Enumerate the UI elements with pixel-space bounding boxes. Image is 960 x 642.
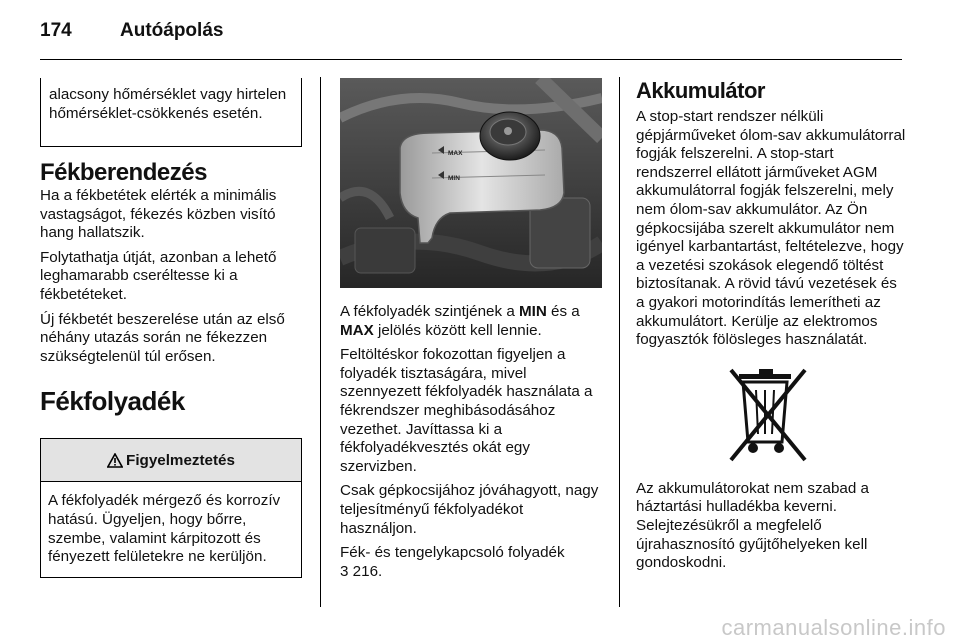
max-mark-label: MAX	[448, 150, 463, 157]
brakes-paragraph-3: Új fékbetét beszerelése után az első néhány utazás során ne fékezzen szükségtelenül túl erősen.	[40, 310, 285, 365]
level-paragraph: A fékfolyadék szintjének a MIN és a MAX jelölés között kell lennie.	[340, 303, 580, 339]
continued-text: alacsony hőmérséklet vagy hirtelen hőmérséklet-csökkenés esetén.	[49, 86, 287, 122]
column-divider-2	[619, 77, 620, 607]
battery-paragraph-2: Az akkumulátorokat nem szabad a háztartási hulladékba keverni. Selejtezésükről a megfelelő újrahasznosító gyűjtőhelyeken kell gondoskodni.	[636, 479, 869, 572]
warning-body: A fékfolyadék mérgező és korrozív hatású. Ügyeljen, hogy bőrre, szembe, valamint kárpitozott és fényezett felületekre ne kerüljön.	[48, 492, 281, 566]
watermark: carmanualsonline.info	[721, 615, 946, 640]
warning-triangle-icon	[107, 453, 123, 468]
column-1	[40, 78, 302, 578]
brake-fluid-reservoir-photo	[340, 78, 602, 288]
header-rule	[40, 59, 902, 60]
brakes-paragraph-1: Ha a fékbetétek elérték a minimális vastagságot, fékezés közben visító hang hallatszik.	[40, 187, 277, 242]
warning-header	[41, 439, 301, 482]
crossed-out-wheelie-bin-icon	[725, 364, 817, 468]
fluid-type-paragraph: Csak gépkocsijához jóváhagyott, nagy teljesítményű fékfolyadékot használjon.	[340, 482, 599, 537]
column-3	[636, 78, 906, 573]
warning-box	[40, 438, 302, 577]
min-mark-label: MIN	[448, 175, 460, 182]
column-2	[340, 78, 602, 581]
column-divider-1	[320, 77, 321, 607]
refill-paragraph: Feltöltéskor fokozottan figyeljen a folyadék tisztaságára, mivel szennyezett fékfolyadék használata a fékrendszer meghibásodásához vezethet. Javíttassa ki a fékfolyadékvesztés okát egy szervizben.	[340, 346, 593, 475]
fluid-reference-paragraph: Fék- és tengelykapcsoló folyadék 3 216.	[340, 544, 565, 580]
fluid-heading: Fékfolyadék	[40, 386, 185, 417]
brakes-paragraph-2: Folytathatja útját, azonban a lehető leghamarabb cseréltesse ki a fékbetéteket.	[40, 248, 277, 303]
page-number: 174	[40, 20, 72, 41]
reservoir-illustration	[340, 78, 602, 288]
warning-title: Figyelmeztetés	[126, 451, 235, 469]
page-reference-link[interactable]: 3 216.	[340, 562, 383, 580]
brakes-heading: Fékberendezés	[40, 159, 207, 186]
battery-heading: Akkumulátor	[636, 78, 765, 103]
battery-paragraph-1: A stop-start rendszer nélküli gépjárműveket ólom-sav akkumulátorral fogják felszerelni. A stop-start rendszerrel ellátott járműveket AGM akkumulátorral fogják felszerelni, mely nem ólom-sav akkumulátor. Az Ön gépkocsijába szerelt akkumulátor nem igényel karbantartást, feltételezve, hogy a vezetési szokások elegendő töltést biztosítanak. A rövid távú vezetések és a gyakori motorindítás lemerítheti az akkumulátort. Kerülje az elektromos fogyasztók fölösleges használatát.	[636, 108, 906, 349]
continued-warning-box	[40, 78, 302, 147]
section-title: Autóápolás	[120, 20, 224, 41]
reference-arrow-icon: 3	[340, 562, 349, 580]
